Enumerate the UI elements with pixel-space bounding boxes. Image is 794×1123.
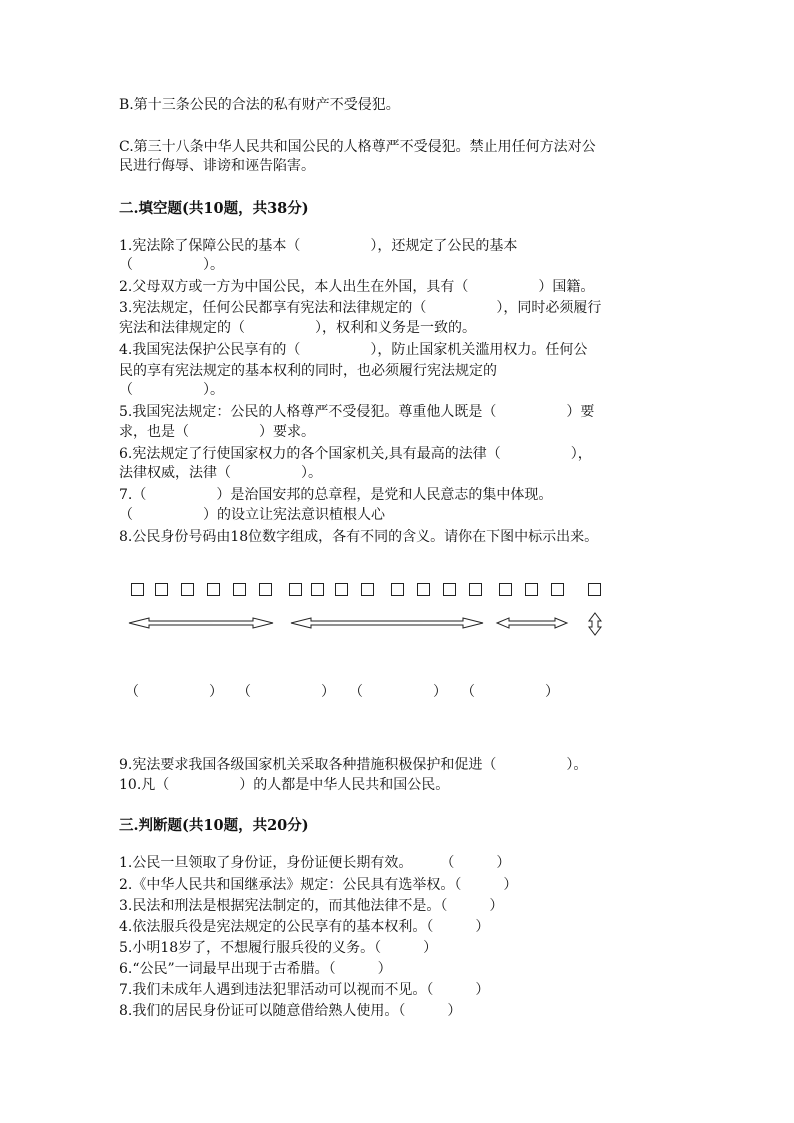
double-arrow — [497, 618, 567, 628]
id-number-diagram — [125, 583, 625, 703]
q4-line3: （ ）。 — [119, 382, 224, 398]
digit-box — [259, 583, 272, 596]
judge-item-6: 6.“公民”一词最早出现于古希腊。（ ） — [119, 961, 392, 977]
judge-item-3: 3.民法和刑法是根据宪法制定的，而其他法律不是。（ ） — [119, 898, 504, 914]
q10: 10.凡（ ）的人都是中华人民共和国公民。 — [119, 777, 450, 793]
q4-line2: 民的享有宪法规定的基本权利的同时，也必须履行宪法规定的 — [119, 363, 497, 379]
digit-box — [155, 583, 168, 596]
answer-blank-2: （ ） — [237, 684, 335, 700]
answer-blank-3: （ ） — [349, 684, 447, 700]
q6-line2: 法律权威，法律（ ）。 — [119, 465, 322, 481]
digit-box — [335, 583, 348, 596]
digit-box — [391, 583, 404, 596]
digit-box — [469, 583, 482, 596]
vertical-double-arrow — [589, 613, 601, 635]
q8: 8.公民身份号码由18位数字组成，各有不同的含义。请你在下图中标示出来。 — [119, 529, 599, 545]
q4-line1: 4.我国宪法保护公民享有的（ ），防止国家机关滥用权力。任何公 — [119, 342, 588, 358]
digit-box — [551, 583, 564, 596]
q6-line1: 6.宪法规定了行使国家权力的各个国家机关,具有最高的法律（ ）， — [119, 446, 592, 462]
digit-box — [417, 583, 430, 596]
digit-box — [443, 583, 456, 596]
digit-box — [289, 583, 302, 596]
q7-line2: （ ）的设立让宪法意识植根人心 — [119, 507, 385, 523]
digit-box — [311, 583, 324, 596]
option-c-line1: C.第三十八条中华人民共和国公民的人格尊严不受侵犯。禁止用任何方法对公 — [119, 139, 596, 155]
range-arrows — [125, 609, 625, 669]
judge-item-7: 7.我们未成年人遇到违法犯罪活动可以视而不见。（ ） — [119, 982, 490, 998]
section2-title: 二.填空题(共10题，共38分) — [119, 200, 309, 217]
section3-title: 三.判断题(共10题，共20分) — [119, 817, 309, 834]
answer-blank-1: （ ） — [125, 684, 223, 700]
judge-item-5: 5.小明18岁了，不想履行服兵役的义务。（ ） — [119, 940, 438, 956]
q1-line1: 1.宪法除了保障公民的基本（ ），还规定了公民的基本 — [119, 238, 518, 254]
judge-item-2: 2.《中华人民共和国继承法》规定：公民具有选举权。（ ） — [119, 877, 518, 893]
digit-box — [499, 583, 512, 596]
digit-box — [525, 583, 538, 596]
judge-item-1: 1.公民一旦领取了身份证，身份证便长期有效。 （ ） — [119, 855, 511, 871]
digit-box — [588, 583, 601, 596]
q5-line1: 5.我国宪法规定：公民的人格尊严不受侵犯。尊重他人既是（ ）要 — [119, 404, 595, 420]
q2: 2.父母双方或一方为中国公民，本人出生在外国，具有（ ）国籍。 — [119, 279, 595, 295]
option-b: B.第十三条公民的合法的私有财产不受侵犯。 — [119, 97, 400, 113]
q1-line2: （ ）。 — [119, 257, 224, 273]
q3-line1: 3.宪法规定，任何公民都享有宪法和法律规定的（ ），同时必须履行 — [119, 300, 602, 316]
digit-box — [131, 583, 144, 596]
answer-blank-4: （ ） — [461, 684, 559, 700]
digit-box — [233, 583, 246, 596]
digit-box — [207, 583, 220, 596]
judge-item-4: 4.依法服兵役是宪法规定的公民享有的基本权利。（ ） — [119, 919, 490, 935]
digit-box — [181, 583, 194, 596]
q7-line1: 7.（ ）是治国安邦的总章程，是党和人民意志的集中体现。 — [119, 487, 553, 503]
q3-line2: 宪法和法律规定的（ ），权利和义务是一致的。 — [119, 320, 476, 336]
digit-box — [361, 583, 374, 596]
judge-item-8: 8.我们的居民身份证可以随意借给熟人使用。（ ） — [119, 1003, 462, 1019]
option-c-line2: 民进行侮辱、诽谤和诬告陷害。 — [119, 158, 315, 174]
double-arrow — [291, 618, 483, 628]
double-arrow — [129, 618, 273, 628]
q5-line2: 求，也是（ ）要求。 — [119, 424, 315, 440]
q9: 9.宪法要求我国各级国家机关采取各种措施积极保护和促进（ ）。 — [119, 757, 588, 773]
